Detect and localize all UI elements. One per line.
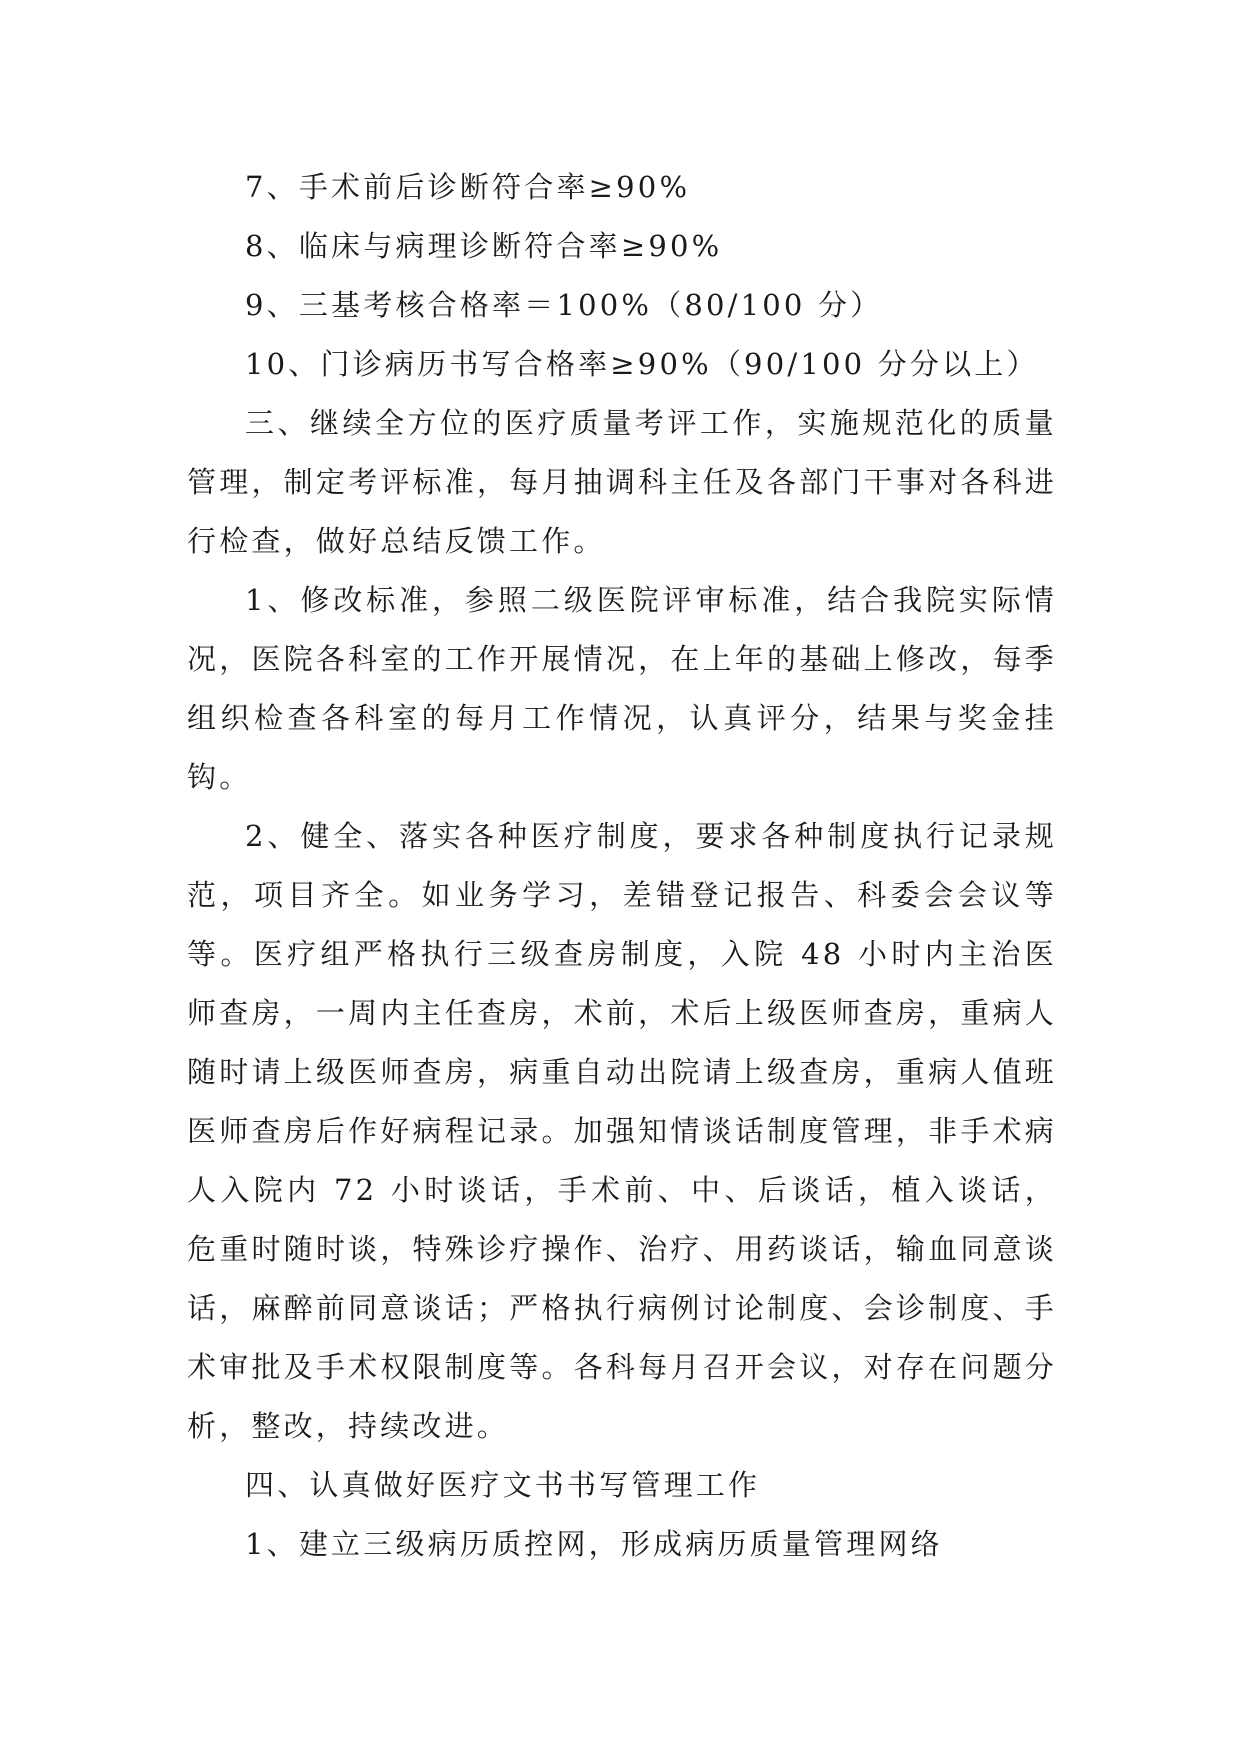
paragraph-section-3: 三、继续全方位的医疗质量考评工作，实施规范化的质量管理，制定考评标准，每月抽调科主任及各部门干事对各科进行检查，做好总结反馈工作。 [187, 406, 1057, 558]
paragraph-item-8: 8、临床与病理诊断符合率≥90% [245, 229, 723, 263]
paragraph-item-9: 9、三基考核合格率＝100%（80/100 分） [245, 288, 883, 322]
paragraph-item-7: 7、手术前后诊断符合率≥90% [245, 170, 691, 204]
paragraph-section-3-item-1: 1、修改标准，参照二级医院评审标准，结合我院实际情况，医院各科室的工作开展情况，在上年的基础上修改，每季组织检查各科室的每月工作情况，认真评分，结果与奖金挂钩。 [187, 583, 1057, 794]
paragraph-section-3-item-2: 2、健全、落实各种医疗制度，要求各种制度执行记录规范，项目齐全。如业务学习，差错登记报告、科委会会议等等。医疗组严格执行三级查房制度，入院 48 小时内主治医师查房，一周内主任查房，术前，术后上级医师查房，重病人随时请上级医师查房，病重自动出院请上级查房，重病人值班医师查房后作好病程记录。加强知情谈话制度管理，非手术病人入院内 72 小时谈话，手术前、中、后谈话，植入谈话，危重时随时谈，特殊诊疗操作、治疗、用药谈话，输血同意谈话，麻醉前同意谈话；严格执行病例讨论制度、会诊制度、手术审批及手术权限制度等。各科每月召开会议，对存在问题分析，整改，持续改进。 [187, 819, 1057, 1443]
paragraph-item-10: 10、门诊病历书写合格率≥90%（90/100 分分以上） [245, 347, 1039, 381]
paragraph-section-4-item-1: 1、建立三级病历质控网，形成病历质量管理网络 [245, 1527, 943, 1561]
paragraph-section-4: 四、认真做好医疗文书书写管理工作 [245, 1468, 761, 1502]
document-body [187, 158, 1057, 1574]
